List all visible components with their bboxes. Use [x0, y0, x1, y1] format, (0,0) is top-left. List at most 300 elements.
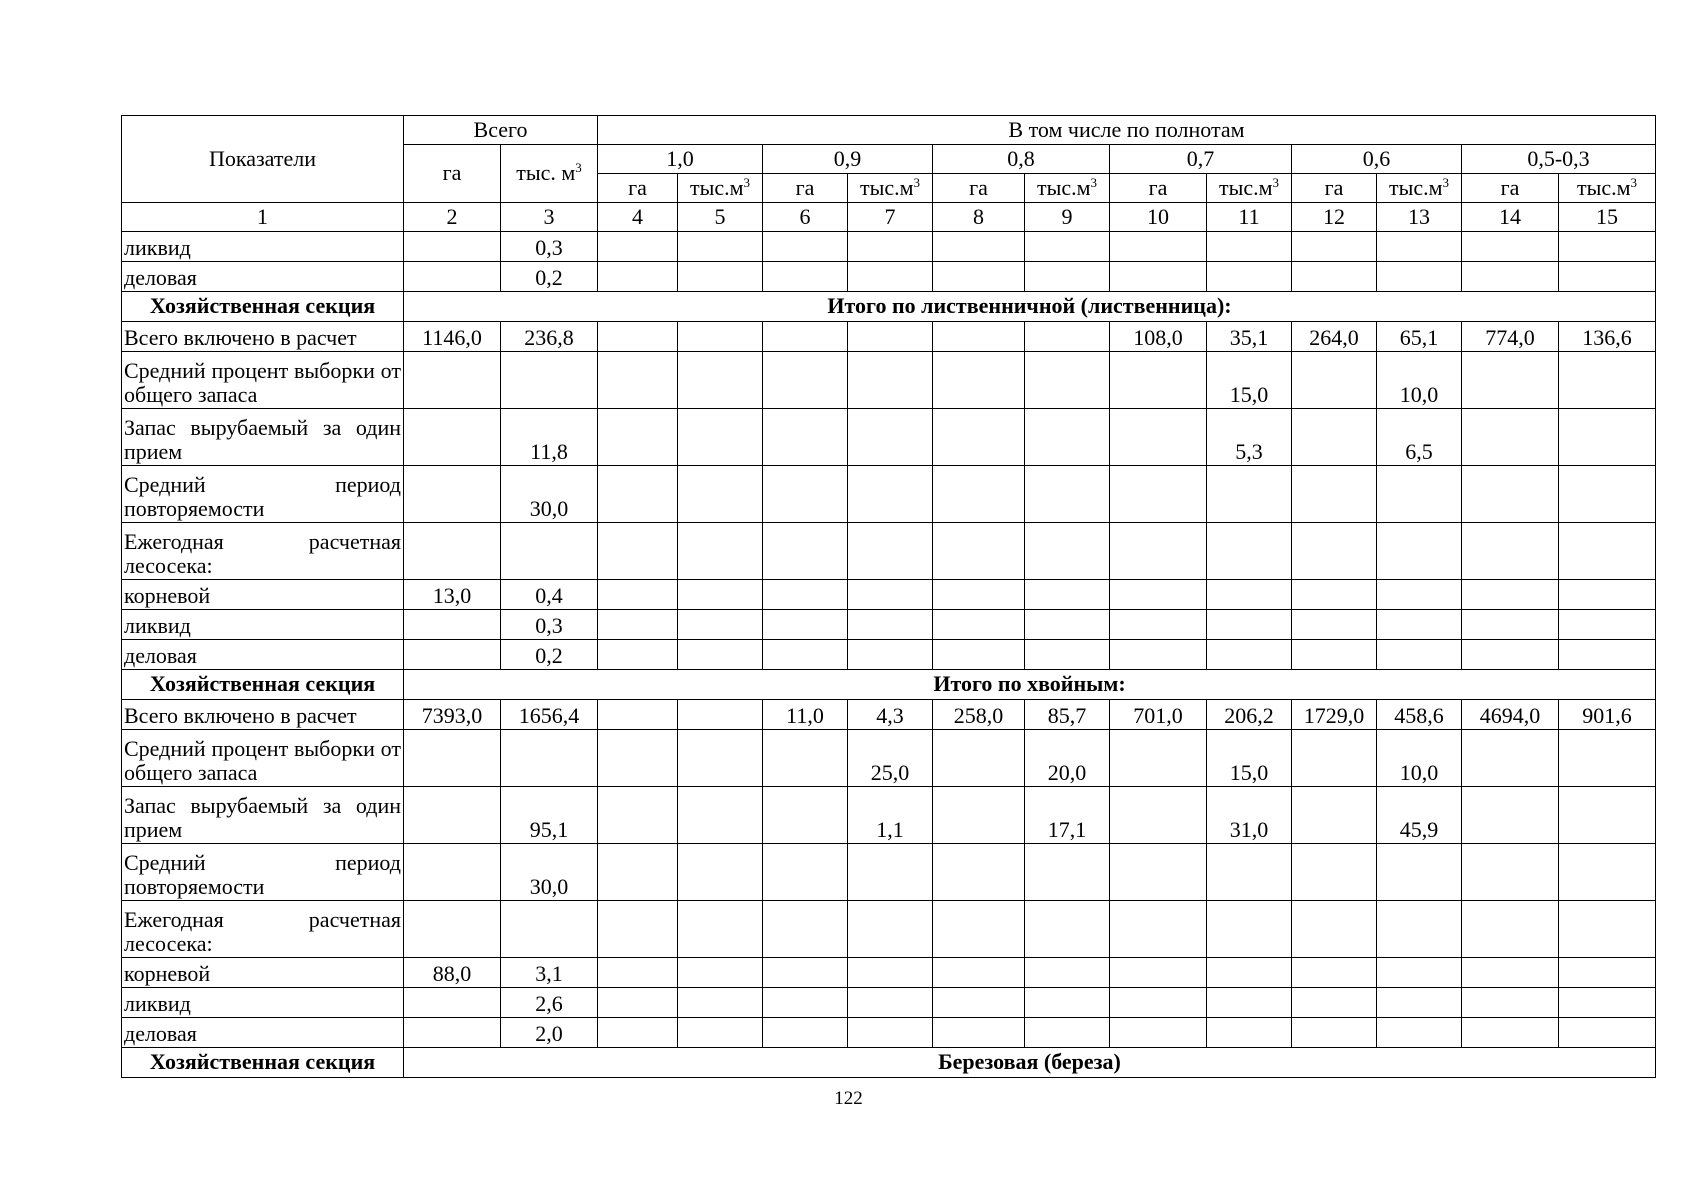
row-label: Ежегодная расчетная лесосека:: [122, 901, 404, 958]
section-row: [122, 670, 1656, 700]
table-cell: [678, 262, 763, 292]
table-cell: [598, 958, 678, 988]
table-cell: [763, 352, 848, 409]
column-number: 10: [1110, 203, 1207, 232]
table-cell: [848, 262, 933, 292]
table-cell: 15,0: [1207, 730, 1292, 787]
table-cell: [1110, 901, 1207, 958]
row-label: корневой: [122, 580, 404, 610]
table-cell: 45,9: [1377, 787, 1462, 844]
table-cell: [1292, 901, 1377, 958]
table-cell: [1462, 844, 1559, 901]
header-indicators: Показатели: [122, 116, 404, 203]
table-cell: [1292, 232, 1377, 262]
header-unit-ha: га: [1462, 174, 1559, 203]
table-cell: [933, 610, 1025, 640]
table-cell: [678, 610, 763, 640]
table-cell: [1110, 730, 1207, 787]
table-cell: [1377, 844, 1462, 901]
table-cell: [1207, 610, 1292, 640]
table-cell: [1559, 844, 1656, 901]
column-number-row: [122, 203, 1656, 232]
table-cell: [1559, 232, 1656, 262]
row-label: Всего включено в расчет: [122, 322, 404, 352]
table-row: [122, 640, 1656, 670]
table-row: [122, 844, 1656, 901]
row-label: деловая: [122, 1018, 404, 1048]
table-cell: [1292, 262, 1377, 292]
table-cell: [1377, 232, 1462, 262]
table-cell: [848, 523, 933, 580]
table-cell: [933, 787, 1025, 844]
header-density: 1,0: [598, 145, 763, 174]
table-cell: 458,6: [1377, 700, 1462, 730]
table-cell: [763, 730, 848, 787]
table-cell: [763, 466, 848, 523]
table-cell: [1110, 523, 1207, 580]
table-cell: [404, 1018, 501, 1048]
table-row: [122, 466, 1656, 523]
table-row: [122, 787, 1656, 844]
table-row: [122, 1018, 1656, 1048]
table-cell: [1292, 1018, 1377, 1048]
table-cell: 0,2: [501, 640, 598, 670]
table-cell: [763, 262, 848, 292]
table-cell: [501, 523, 598, 580]
row-label: ликвид: [122, 988, 404, 1018]
table-cell: 0,4: [501, 580, 598, 610]
table-cell: [933, 958, 1025, 988]
row-label: ликвид: [122, 232, 404, 262]
table-cell: [1377, 262, 1462, 292]
table-cell: [501, 901, 598, 958]
table-cell: [1207, 901, 1292, 958]
table-cell: 10,0: [1377, 352, 1462, 409]
table-cell: [1207, 1018, 1292, 1048]
table-cell: [763, 787, 848, 844]
column-number: 6: [763, 203, 848, 232]
table-cell: [1462, 1018, 1559, 1048]
table-cell: [1025, 523, 1110, 580]
table-cell: 2,0: [501, 1018, 598, 1048]
table-cell: [598, 844, 678, 901]
table-cell: 108,0: [1110, 322, 1207, 352]
table-cell: [848, 409, 933, 466]
table-row: [122, 901, 1656, 958]
table-cell: 901,6: [1559, 700, 1656, 730]
table-cell: [678, 322, 763, 352]
column-number: 7: [848, 203, 933, 232]
forest-cutting-table: [121, 115, 1656, 1078]
table-cell: [404, 844, 501, 901]
row-label: Всего включено в расчет: [122, 700, 404, 730]
table-cell: [678, 1018, 763, 1048]
table-cell: [1462, 352, 1559, 409]
header-unit-volume: $тыс.м^3$: [1377, 174, 1462, 203]
table-cell: 95,1: [501, 787, 598, 844]
table-cell: [678, 730, 763, 787]
section-title: Итого по лиственничной (лиственница):: [404, 292, 1656, 322]
table-cell: [1462, 958, 1559, 988]
table-cell: [404, 787, 501, 844]
table-cell: 3,1: [501, 958, 598, 988]
table-cell: 4694,0: [1462, 700, 1559, 730]
table-row: [122, 700, 1656, 730]
table-cell: [763, 988, 848, 1018]
table-cell: [1559, 787, 1656, 844]
table-cell: [1025, 901, 1110, 958]
section-title: Итого по хвойным:: [404, 670, 1656, 700]
table-cell: [933, 730, 1025, 787]
table-cell: [1462, 901, 1559, 958]
table-cell: 774,0: [1462, 322, 1559, 352]
table-cell: [848, 610, 933, 640]
table-cell: [1207, 958, 1292, 988]
column-number: 13: [1377, 203, 1462, 232]
table-cell: [1110, 988, 1207, 1018]
table-cell: 1729,0: [1292, 700, 1377, 730]
column-number: 4: [598, 203, 678, 232]
table-cell: [933, 466, 1025, 523]
table-cell: [678, 580, 763, 610]
table-cell: 4,3: [848, 700, 933, 730]
header-density: 0,7: [1110, 145, 1292, 174]
table-cell: [678, 352, 763, 409]
table-cell: 10,0: [1377, 730, 1462, 787]
table-cell: [598, 580, 678, 610]
table-cell: [1377, 901, 1462, 958]
header-density: 0,5-0,3: [1462, 145, 1656, 174]
section-title: Березовая (береза): [404, 1048, 1656, 1078]
table-row: [122, 958, 1656, 988]
row-label: корневой: [122, 958, 404, 988]
column-number: 12: [1292, 203, 1377, 232]
table-cell: 13,0: [404, 580, 501, 610]
table-cell: [933, 262, 1025, 292]
table-cell: 30,0: [501, 466, 598, 523]
table-cell: [933, 988, 1025, 1018]
table-row: [122, 322, 1656, 352]
row-label: Ежегодная расчетная лесосека:: [122, 523, 404, 580]
table-cell: [1559, 640, 1656, 670]
table-cell: [1207, 988, 1292, 1018]
header-unit-volume: $тыс.м^3$: [1559, 174, 1656, 203]
table-cell: [678, 958, 763, 988]
table-cell: [1377, 580, 1462, 610]
row-label: деловая: [122, 640, 404, 670]
header-unit-ha: га: [1110, 174, 1207, 203]
table-cell: [1025, 466, 1110, 523]
table-cell: 65,1: [1377, 322, 1462, 352]
table-row: [122, 610, 1656, 640]
header-unit-volume: $тыс.м^3$: [1207, 174, 1292, 203]
table-cell: [933, 901, 1025, 958]
table-cell: [848, 352, 933, 409]
table-cell: [933, 523, 1025, 580]
column-number: 3: [501, 203, 598, 232]
table-cell: 20,0: [1025, 730, 1110, 787]
table-cell: [1559, 466, 1656, 523]
table-cell: 85,7: [1025, 700, 1110, 730]
table-cell: [1025, 322, 1110, 352]
table-cell: [1110, 844, 1207, 901]
table-cell: [404, 466, 501, 523]
table-cell: 88,0: [404, 958, 501, 988]
table-cell: [1559, 1018, 1656, 1048]
table-cell: [598, 610, 678, 640]
table-cell: [933, 322, 1025, 352]
table-cell: [598, 232, 678, 262]
table-cell: [598, 730, 678, 787]
table-row: [122, 409, 1656, 466]
table-cell: [598, 901, 678, 958]
table-cell: 0,3: [501, 232, 598, 262]
table-row: [122, 352, 1656, 409]
column-number: 9: [1025, 203, 1110, 232]
table-cell: [1110, 580, 1207, 610]
table-cell: [404, 640, 501, 670]
table-cell: [933, 409, 1025, 466]
table-cell: [1462, 730, 1559, 787]
table-cell: [678, 901, 763, 958]
table-cell: [598, 1018, 678, 1048]
header-total: Всего: [404, 116, 598, 145]
table-cell: [678, 232, 763, 262]
table-cell: [1025, 232, 1110, 262]
table-cell: [1110, 409, 1207, 466]
table-cell: [1462, 580, 1559, 610]
table-cell: 1656,4: [501, 700, 598, 730]
table-cell: [1110, 610, 1207, 640]
column-number: 1: [122, 203, 404, 232]
table-cell: [933, 232, 1025, 262]
table-cell: [1559, 730, 1656, 787]
table-cell: [1462, 787, 1559, 844]
table-cell: [1462, 523, 1559, 580]
table-cell: [1207, 580, 1292, 610]
table-cell: [1110, 466, 1207, 523]
table-cell: 1146,0: [404, 322, 501, 352]
table-cell: [1292, 610, 1377, 640]
table-cell: [1462, 988, 1559, 1018]
table-cell: [404, 988, 501, 1018]
row-label: Средний процент выборки от общего запаса: [122, 352, 404, 409]
table-cell: [763, 640, 848, 670]
table-cell: 0,3: [501, 610, 598, 640]
table-cell: 11,0: [763, 700, 848, 730]
table-cell: 264,0: [1292, 322, 1377, 352]
table-cell: [933, 352, 1025, 409]
table-cell: [1207, 844, 1292, 901]
table-row: [122, 232, 1656, 262]
table-cell: [404, 610, 501, 640]
table-cell: 1,1: [848, 787, 933, 844]
table-cell: [404, 901, 501, 958]
table-cell: [678, 523, 763, 580]
header-unit-ha: га: [1292, 174, 1377, 203]
column-number: 15: [1559, 203, 1656, 232]
table-cell: [1292, 988, 1377, 1018]
table-cell: [763, 580, 848, 610]
table-cell: [933, 580, 1025, 610]
table-cell: [1292, 640, 1377, 670]
table-cell: [763, 844, 848, 901]
table-cell: [1462, 409, 1559, 466]
table-row: [122, 988, 1656, 1018]
table-cell: 2,6: [501, 988, 598, 1018]
table-cell: [404, 523, 501, 580]
header-unit-ha: га: [933, 174, 1025, 203]
table-cell: [1110, 787, 1207, 844]
table-cell: [598, 409, 678, 466]
header-density: 0,6: [1292, 145, 1462, 174]
table-cell: [1110, 1018, 1207, 1048]
table-cell: [763, 322, 848, 352]
table-cell: [404, 232, 501, 262]
row-label: Средний процент выборки от общего запаса: [122, 730, 404, 787]
section-row: [122, 292, 1656, 322]
table-cell: [763, 1018, 848, 1048]
column-number: 14: [1462, 203, 1559, 232]
table-cell: [1559, 262, 1656, 292]
table-row: [122, 262, 1656, 292]
table-cell: [1207, 262, 1292, 292]
row-label: ликвид: [122, 610, 404, 640]
table-cell: [1207, 523, 1292, 580]
table-cell: [1025, 409, 1110, 466]
table-cell: [933, 844, 1025, 901]
table-cell: 701,0: [1110, 700, 1207, 730]
table-cell: [598, 262, 678, 292]
table-cell: [763, 610, 848, 640]
table-cell: [848, 901, 933, 958]
table-cell: [678, 466, 763, 523]
table-cell: [1559, 901, 1656, 958]
table-cell: 15,0: [1207, 352, 1292, 409]
table-cell: [1559, 580, 1656, 610]
table-cell: [1559, 610, 1656, 640]
table-cell: [1292, 523, 1377, 580]
header-by-density: В том числе по полнотам: [598, 116, 1656, 145]
table-cell: [1292, 352, 1377, 409]
table-cell: [848, 640, 933, 670]
table-cell: 7393,0: [404, 700, 501, 730]
header-density: 0,8: [933, 145, 1110, 174]
table-cell: [933, 640, 1025, 670]
table-cell: [598, 466, 678, 523]
table-cell: [404, 730, 501, 787]
row-label: Запас вырубаемый за один прием: [122, 409, 404, 466]
table-cell: [598, 352, 678, 409]
table-cell: [1025, 958, 1110, 988]
table-cell: [1559, 988, 1656, 1018]
section-label: Хозяйственная секция: [122, 1048, 404, 1078]
row-label: деловая: [122, 262, 404, 292]
table-cell: [1292, 580, 1377, 610]
table-cell: [1025, 1018, 1110, 1048]
table-cell: [848, 958, 933, 988]
section-row: [122, 1048, 1656, 1078]
table-cell: 206,2: [1207, 700, 1292, 730]
table-cell: [1025, 610, 1110, 640]
table-cell: [1559, 958, 1656, 988]
table-cell: 0,2: [501, 262, 598, 292]
section-label: Хозяйственная секция: [122, 292, 404, 322]
column-number: 8: [933, 203, 1025, 232]
table-cell: [501, 352, 598, 409]
table-row: [122, 580, 1656, 610]
section-label: Хозяйственная секция: [122, 670, 404, 700]
table-cell: [763, 409, 848, 466]
table-cell: [1377, 1018, 1462, 1048]
table-cell: [1292, 466, 1377, 523]
table-cell: [1377, 466, 1462, 523]
table-cell: [598, 988, 678, 1018]
table-cell: [1377, 640, 1462, 670]
table-cell: [1110, 262, 1207, 292]
table-cell: [501, 730, 598, 787]
table-row: [122, 523, 1656, 580]
table-cell: [678, 409, 763, 466]
table-cell: [1207, 466, 1292, 523]
table-cell: 11,8: [501, 409, 598, 466]
table-cell: [763, 901, 848, 958]
header-total-ha: га: [404, 145, 501, 203]
table-cell: [763, 523, 848, 580]
table-cell: [848, 844, 933, 901]
table-cell: [404, 262, 501, 292]
table-cell: [1462, 466, 1559, 523]
table-cell: [848, 988, 933, 1018]
table-cell: [1559, 409, 1656, 466]
table-cell: [598, 700, 678, 730]
table-cell: [848, 232, 933, 262]
table-cell: [1025, 262, 1110, 292]
table-cell: 35,1: [1207, 322, 1292, 352]
table-cell: [1462, 232, 1559, 262]
table-cell: [1025, 988, 1110, 1018]
table-cell: [1292, 844, 1377, 901]
table-cell: [1559, 523, 1656, 580]
table-cell: 17,1: [1025, 787, 1110, 844]
table-cell: [1377, 958, 1462, 988]
table-cell: [763, 958, 848, 988]
header-unit-volume: $тыс.м^3$: [848, 174, 933, 203]
table-cell: [1025, 352, 1110, 409]
table-cell: [1377, 523, 1462, 580]
column-number: 11: [1207, 203, 1292, 232]
table-cell: [1110, 352, 1207, 409]
table-cell: [598, 523, 678, 580]
table-cell: 236,8: [501, 322, 598, 352]
table-cell: [1559, 352, 1656, 409]
table-cell: [1110, 640, 1207, 670]
table-cell: [404, 352, 501, 409]
table-cell: [1377, 988, 1462, 1018]
header-unit-volume: $тыс.м^3$: [1025, 174, 1110, 203]
table-cell: [848, 322, 933, 352]
table-cell: [678, 700, 763, 730]
row-label: Средний период повторяемости: [122, 466, 404, 523]
table-cell: 6,5: [1377, 409, 1462, 466]
table-cell: 136,6: [1559, 322, 1656, 352]
table-cell: [678, 787, 763, 844]
table-cell: 5,3: [1207, 409, 1292, 466]
table-cell: [1292, 958, 1377, 988]
page-number: 122: [834, 1088, 863, 1109]
table-cell: [678, 844, 763, 901]
table-cell: 30,0: [501, 844, 598, 901]
